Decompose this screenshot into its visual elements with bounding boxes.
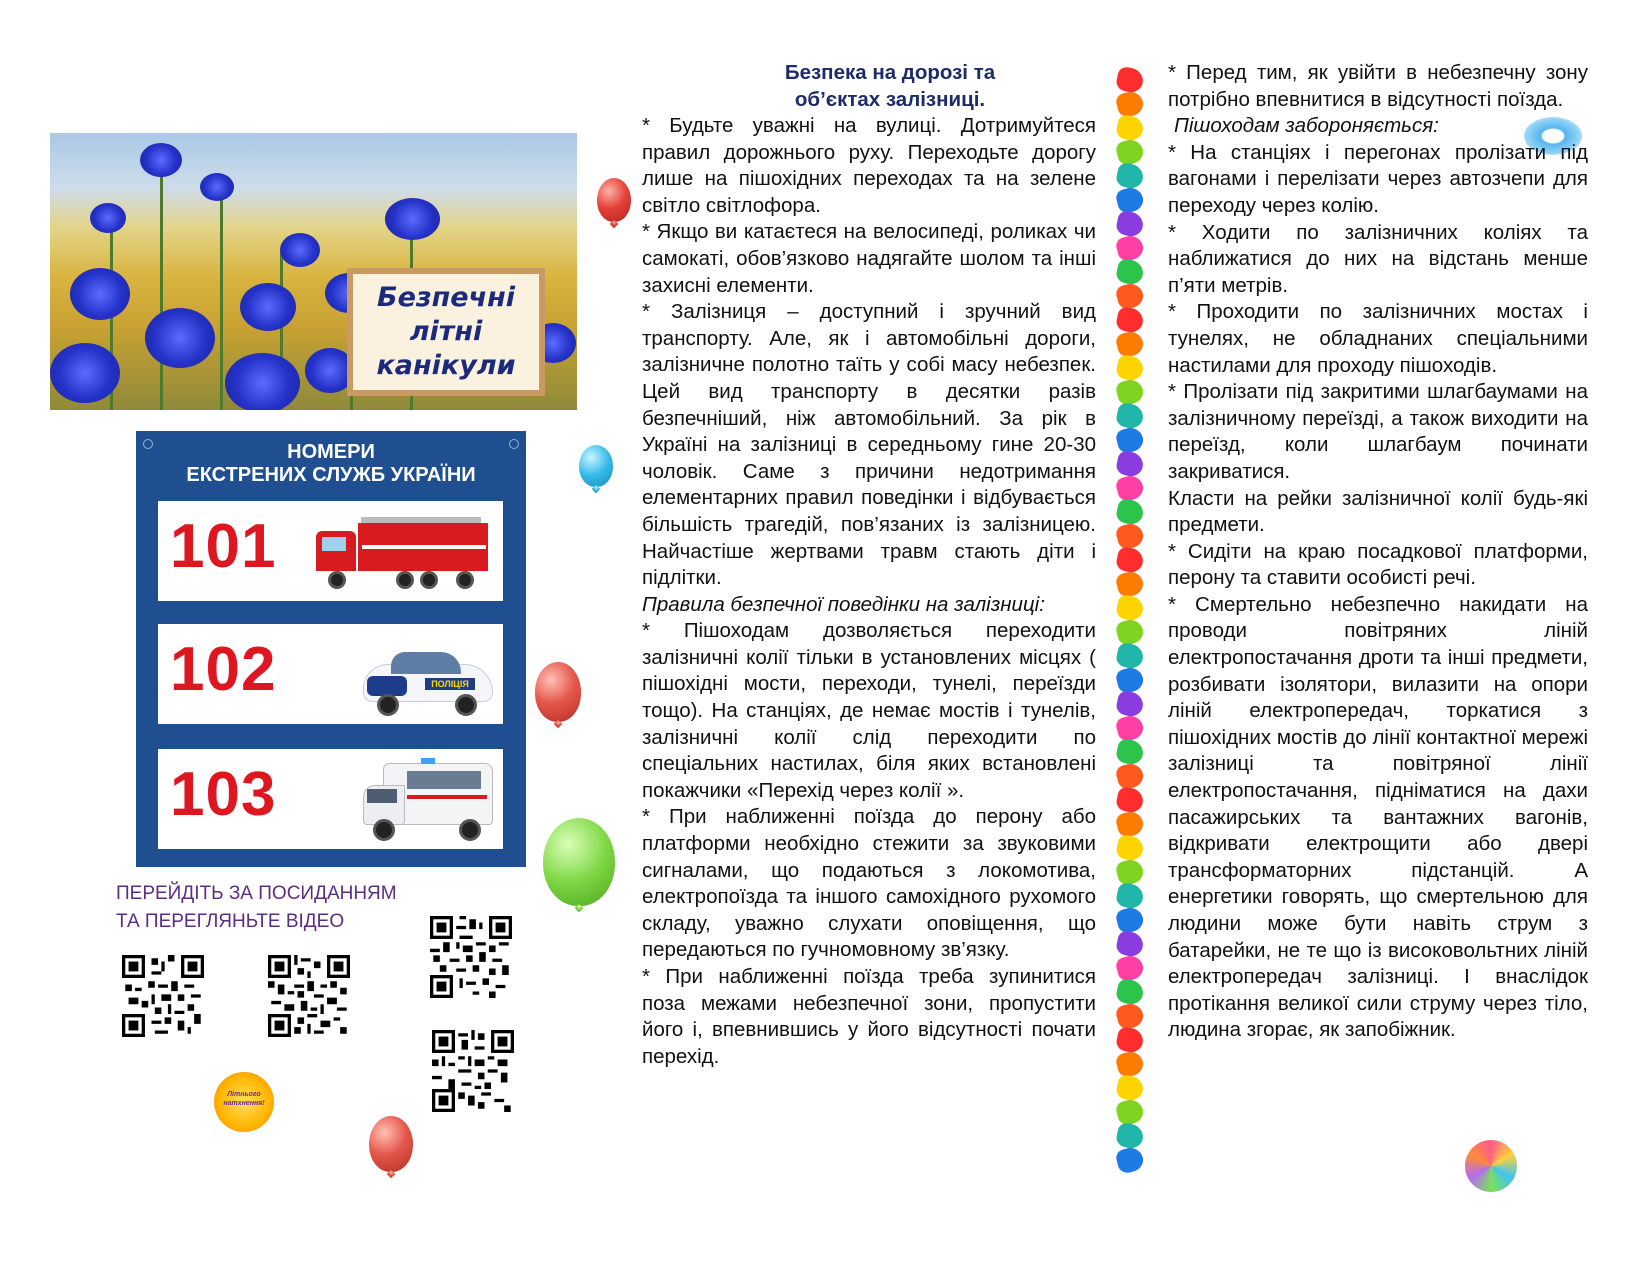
middle-column xyxy=(642,113,1096,1070)
hand-print-strip xyxy=(1117,68,1145,1186)
summer-banner xyxy=(50,133,577,410)
ball-icon xyxy=(1465,1140,1517,1192)
hand-print-icon xyxy=(1115,210,1145,239)
ambulance-icon xyxy=(363,757,493,843)
police-label: ПОЛІЦІЯ xyxy=(425,678,475,690)
right-column xyxy=(1168,60,1588,1044)
hand-print-icon xyxy=(1114,425,1145,455)
red-balloon-icon xyxy=(369,1116,413,1172)
sun-badge-line2: натхнення! xyxy=(223,1100,265,1107)
qr-code-2[interactable] xyxy=(268,955,350,1037)
hand-print-icon xyxy=(1114,185,1145,215)
emergency-number: 101 xyxy=(170,512,277,581)
hand-print-icon xyxy=(1114,809,1145,839)
sun-badge xyxy=(214,1072,274,1132)
hand-print-icon xyxy=(1115,786,1145,815)
middle-paragraph-4: Правила безпечної поведінки на залізниці: xyxy=(642,592,1045,616)
right-paragraph-1: * Перед тим, як увійти в небезпечну зону потрібно впевнитися в відсутності поїзда. xyxy=(1168,61,1588,111)
hand-print-icon xyxy=(1114,473,1145,503)
hand-print-icon xyxy=(1115,354,1145,383)
board-title xyxy=(136,441,526,487)
banner-line2: літні xyxy=(409,316,483,347)
middle-title-line2: об’єктах залізниці. xyxy=(794,87,986,111)
hand-print-icon xyxy=(1115,978,1145,1007)
emergency-card-fire xyxy=(158,501,503,601)
link-line1: ПЕРЕЙДІТЬ ЗА ПОСИДАННЯМ xyxy=(116,883,397,904)
hand-print-icon xyxy=(1114,377,1145,407)
middle-title-line1: Безпека на дорозі та xyxy=(784,61,996,84)
banner-line3: канікули xyxy=(376,350,516,381)
right-paragraph-8: * Сидіти на краю посадкової платформи, перону та ставити особисті речі. xyxy=(1168,539,1588,590)
hand-print-icon xyxy=(1115,1074,1145,1103)
hand-print-icon xyxy=(1115,114,1145,143)
hand-print-icon xyxy=(1114,329,1145,359)
hand-print-icon xyxy=(1114,521,1145,551)
hand-print-icon xyxy=(1114,1049,1145,1079)
hand-print-icon xyxy=(1115,690,1145,719)
banner-line1: Безпечні xyxy=(377,282,515,313)
middle-paragraph-6: * При наближенні поїзда до перону або платформи необхідно стежити за звуковими сигналами, що подаються з локомотива, електропоїзда та іншого самохідного рухомого складу, уважно слухати оповіщення, що передаються по гучномовному зв’язку. xyxy=(642,805,1096,962)
hand-print-icon xyxy=(1114,761,1145,791)
link-line2: ТА ПЕРЕГЛЯНЬТЕ ВІДЕО xyxy=(116,911,345,932)
middle-paragraph-3: * Залізниця – доступний і зручний вид транспорту. Але, як і автомобільні дороги, залізничне полотно таїть у собі масу небезпек. Цей вид транспорту в десятки разів безпечніший, ніж автомобільний. За рік в Україні на залізниці в середньому гине 20-30 чоловік. Саме з причини недотримання елементарних правил поведінки і відбувається більшість трагедій, пов’язаних із залізницею. Найчастіше жертвами травм стають діти і підлітки. xyxy=(642,300,1096,590)
hand-print-icon xyxy=(1114,617,1145,647)
hand-print-icon xyxy=(1115,66,1145,95)
hand-print-icon xyxy=(1115,594,1145,623)
red-balloon-icon xyxy=(535,662,581,722)
hand-print-icon xyxy=(1115,882,1145,911)
hand-print-icon xyxy=(1115,498,1145,527)
hand-print-icon xyxy=(1115,546,1145,575)
hand-print-icon xyxy=(1114,233,1145,263)
right-paragraph-6: * Пролізати під закритими шлагбаумами на залізничному переїзді, а також виходити на переїзд, коли шлагбаум починати закриватися. xyxy=(1168,380,1588,483)
fire-truck-icon xyxy=(316,515,496,593)
hand-print-icon xyxy=(1114,1001,1145,1031)
green-balloon-icon xyxy=(543,818,615,906)
board-title-line1: НОМЕРИ xyxy=(287,441,375,463)
hand-print-icon xyxy=(1115,258,1145,287)
hand-print-icon xyxy=(1114,281,1145,311)
hand-print-icon xyxy=(1114,857,1145,887)
hand-print-icon xyxy=(1114,1097,1145,1127)
right-paragraph-7: Класти на рейки залізничної колії будь-які предмети. xyxy=(1168,486,1588,537)
hand-print-icon xyxy=(1115,1026,1145,1055)
emergency-number: 102 xyxy=(170,635,277,704)
board-title-line2: ЕКСТРЕНИХ СЛУЖБ УКРАЇНИ xyxy=(186,464,476,486)
sun-badge-line1: Літнього xyxy=(227,1091,261,1098)
hand-print-icon xyxy=(1115,162,1145,191)
red-balloon-icon xyxy=(597,178,631,222)
hand-print-icon xyxy=(1114,137,1145,167)
right-paragraph-3: * На станціях і перегонах пролізати під вагонами і перелізати через автозчепи для переходу через колію. xyxy=(1168,140,1588,217)
hand-print-icon xyxy=(1115,450,1145,479)
middle-paragraph-7: * При наближенні поїзда треба зупинитися поза межами небезпечної зони, пропустити його і, впевнившись у його відсутності почати перехід. xyxy=(642,965,1096,1068)
video-link-note xyxy=(116,880,397,936)
emergency-card-ambulance xyxy=(158,749,503,849)
emergency-card-police xyxy=(158,624,503,724)
hand-print-icon xyxy=(1115,642,1145,671)
hand-print-icon xyxy=(1115,738,1145,767)
hand-print-icon xyxy=(1115,1122,1145,1151)
hand-print-icon xyxy=(1115,834,1145,863)
right-paragraph-4: * Ходити по залізничних коліях та наближатися до них на відстань менше п’яти метрів. xyxy=(1168,220,1588,297)
hand-print-icon xyxy=(1115,930,1145,959)
police-car-icon xyxy=(363,638,493,716)
hand-print-icon xyxy=(1114,713,1145,743)
right-paragraph-2: Пішоходам забороняється: xyxy=(1174,114,1439,138)
right-paragraph-9: * Смертельно небезпечно накидати на проводи повітряних ліній електропостачання дроти та інші предмети, розбивати ізолятори, вилазити на опори ліній електропередач, торкатися з пішохідних мостів до лінії контактної мережі залізниці та повітряної лінії електропостачання, підніматися на дахи пасажирських та вантажних вагонів, відкривати електрощити або двері трансформаторних підстанцій. А енергетики говорять, що смертельною для людини може бути навіть струм з батарейки, не те що із високовольтних ліній електропередач залізниці. І внаслідок протікання великої сили струму через тіло, людина згорає, як запобіжник. xyxy=(1168,592,1588,1042)
qr-code-3[interactable] xyxy=(430,916,512,998)
hand-print-icon xyxy=(1114,905,1145,935)
hand-print-icon xyxy=(1115,306,1145,335)
blue-balloon-icon xyxy=(579,445,613,487)
right-paragraph-5: * Проходити по залізничних мостах і тунелях, не обладнаних спеціальними настилами для проходу пішоходів. xyxy=(1168,300,1588,377)
hand-print-icon xyxy=(1114,665,1145,695)
middle-paragraph-1: * Будьте уважні на вулиці. Дотримуйтеся правил дорожнього руху. Переходьте дорогу лише на пішохідних переходах та на зелене світло світлофора. xyxy=(642,114,1096,217)
emergency-numbers-board xyxy=(136,431,526,867)
hand-print-icon xyxy=(1115,402,1145,431)
middle-paragraph-2: * Якщо ви катаєтеся на велосипеді, роликах чи самокаті, обов’язково надягайте шолом та інші захисні елементи. xyxy=(642,220,1096,297)
hand-print-icon xyxy=(1114,953,1145,983)
middle-paragraph-5: * Пішоходам дозволяється переходити залізничні колії тільки в установлених місцях ( пішохідні мости, переходи, тунелі, переїзди тощо). На станціях, де немає мостів і тунелів, залізничні колії слід переходити по спеціальних настилах, біля яких встановлені покажчики «Перехід через колії ». xyxy=(642,619,1096,802)
middle-title xyxy=(640,60,1140,113)
hand-print-icon xyxy=(1114,1145,1145,1175)
hand-print-icon xyxy=(1114,569,1145,599)
banner-sign xyxy=(347,268,545,396)
qr-code-1[interactable] xyxy=(122,955,204,1037)
qr-code-4[interactable] xyxy=(432,1030,514,1112)
emergency-number: 103 xyxy=(170,760,277,829)
hand-print-icon xyxy=(1114,89,1145,119)
